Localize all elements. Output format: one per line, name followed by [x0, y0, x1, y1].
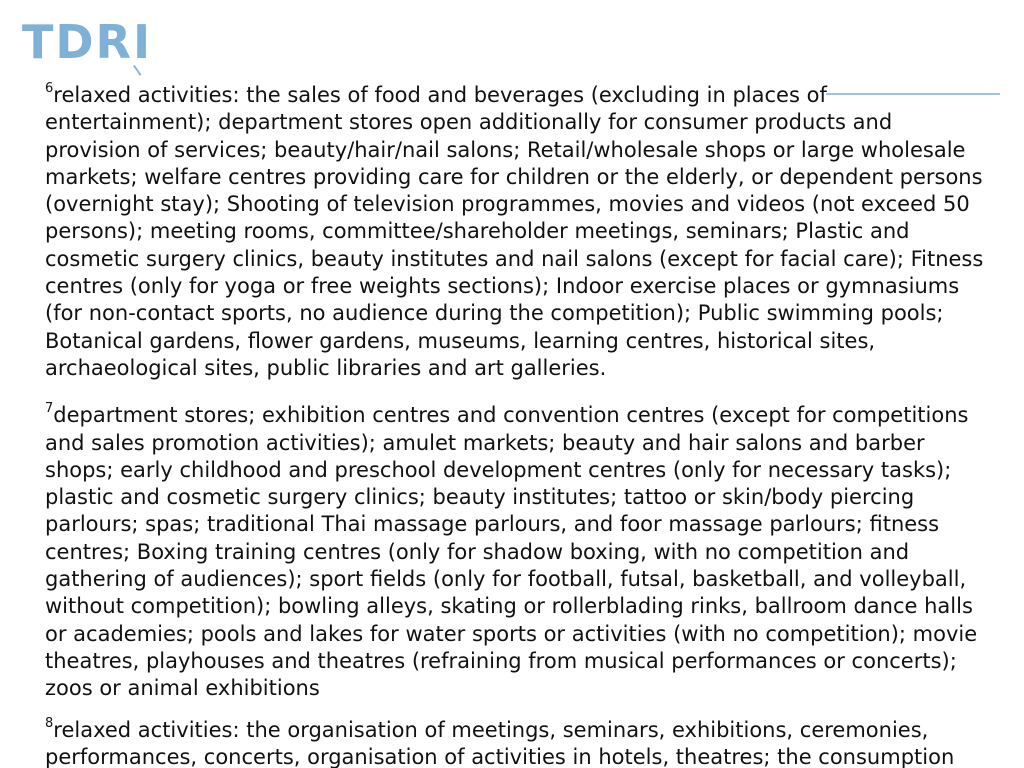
footnote-6 — [45, 82, 990, 382]
footnote-number: 6 — [45, 81, 54, 96]
footnote-number: 8 — [45, 715, 54, 731]
footnote-8 — [45, 717, 990, 768]
tdri-logo: TDRI — [22, 15, 153, 69]
footnote-text: relaxed activities: the organisation of meetings, seminars, exhibitions, ceremonies, performances, concerts, organisation of activities in hotels, theatres; the consumption — [45, 717, 955, 768]
footnote-number: 7 — [45, 401, 54, 417]
footnote-text: department stores; exhibition centres and convention centres (except for competitions and sales promotion activities); amulet markets; beauty and hair salons and barber shops; early childhood and preschool development centres (only for necessary tasks); plastic and cosmetic surgery clinics; beauty institutes; tattoo or skin/body piercing parlours; spas; traditional Thai massage parlours, and foor massage parlours; fitness centres; Boxing training centres (only for shadow boxing, with no competition and gathering of audiences); sport fields (only for football, futsal, basketball, and volleyball, without competition); bowling alleys, skating or rollerblading rinks, ballroom dance halls or academies; pools and lakes for water sports or activities (with no competition); movie theatres, playhouses and theatres (refraining from musical performances or concerts); zoos or animal exhibitions — [45, 403, 978, 701]
footnote-text: relaxed activities: the sales of food and beverages (excluding in places of entertainment); department stores open additionally for consumer products and provision of services; beauty/hair/nail salons; Retail/wholesale shops or large wholesale markets; welfare centres providing care for children or the elderly, or dependent persons (overnight stay); Shooting of television programmes, movies and videos (not exceed 50 persons); meeting rooms, committee/shareholder meetings, seminars; Plastic and cosmetic surgery clinics, beauty institutes and nail salons (except for facial care); Fitness centres (only for yoga or free weights sections); Indoor exercise places or gymnasiums (for non-contact sports, no audience during the competition); Public swimming pools; Botanical gardens, flower gardens, museums, learning centres, historical sites, archaeological sites, public libraries and art galleries. — [45, 83, 984, 380]
footnote-7 — [45, 402, 990, 702]
footnotes-body — [45, 82, 990, 768]
